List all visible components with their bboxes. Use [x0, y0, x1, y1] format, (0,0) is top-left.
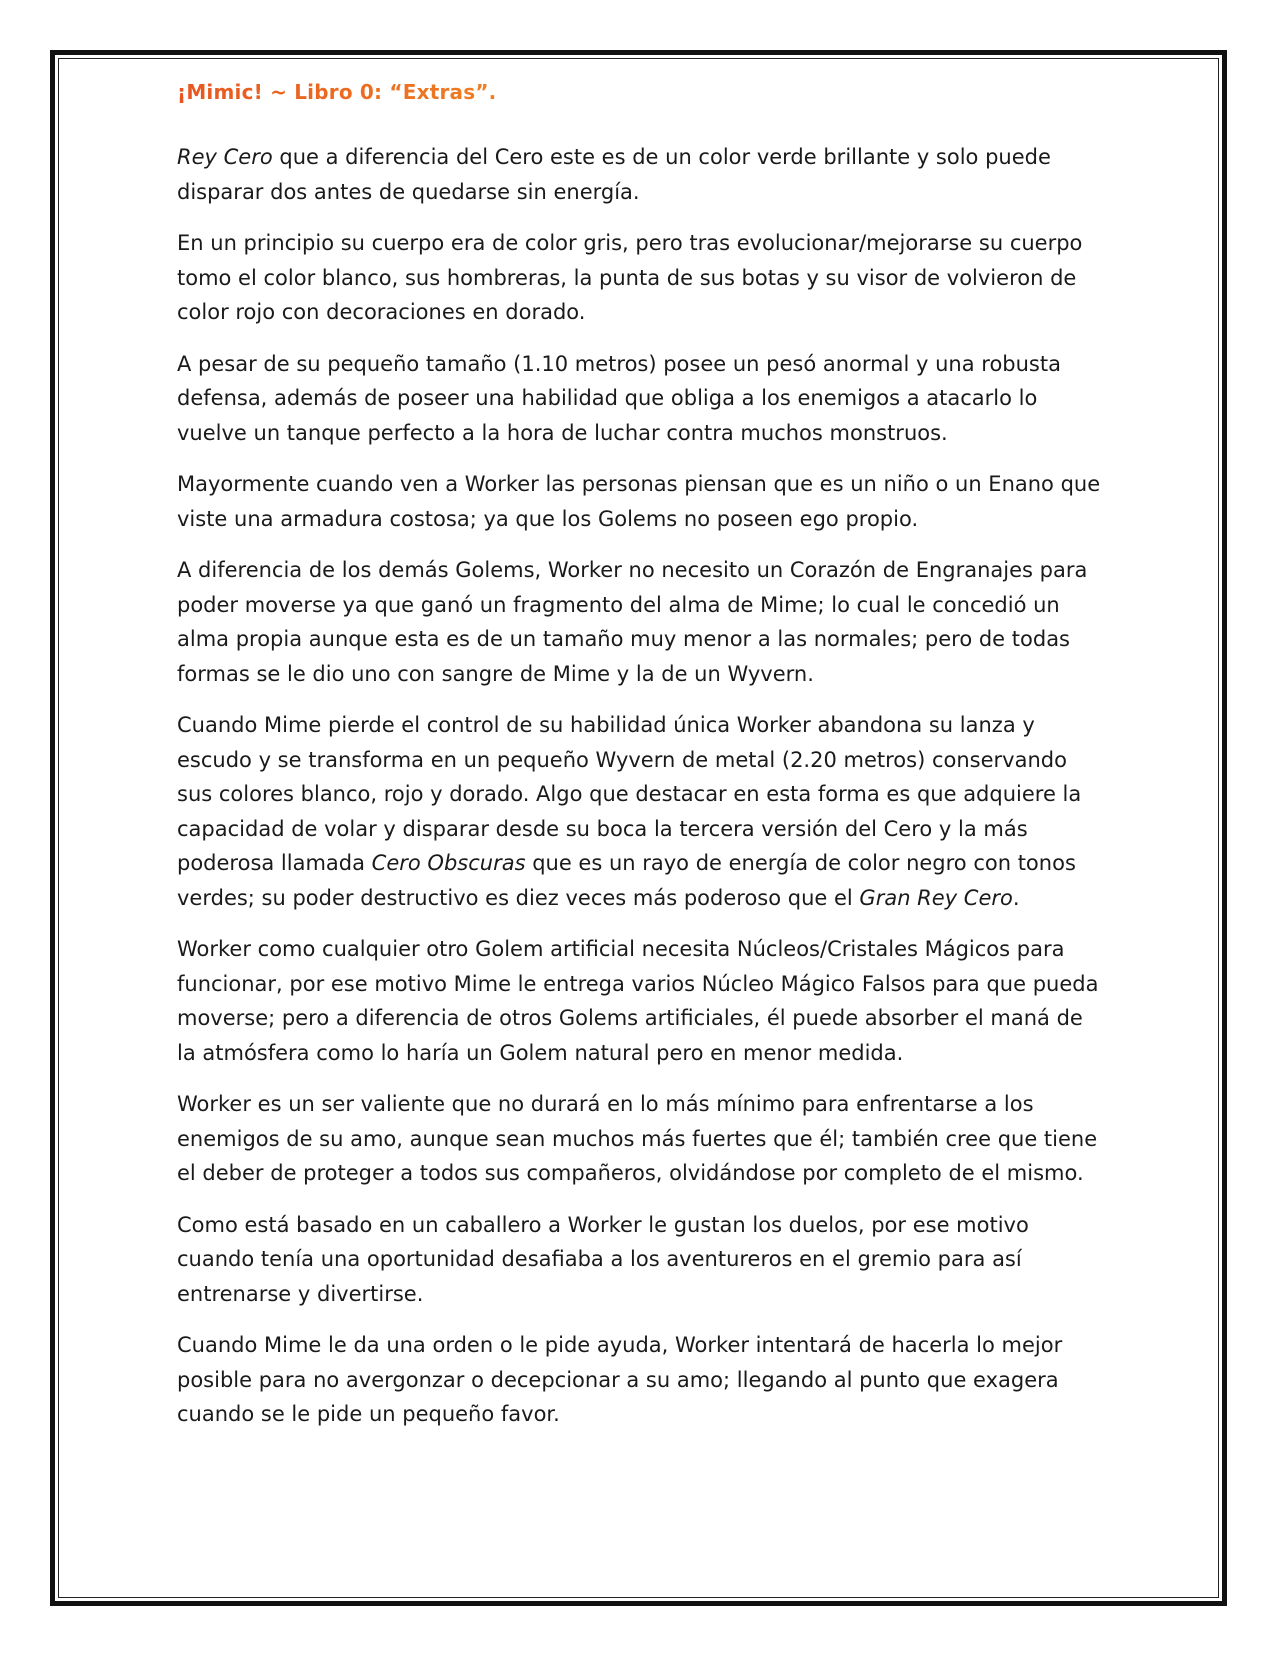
paragraph-cores: Worker como cualquier otro Golem artificial necesita Núcleos/Cristales Mágicos para funcionar, por ese motivo Mime le entrega varios Núcleo Mágico Falsos para que pueda moverse; pero a diferencia de otros Golems artificiales, él puede absorber el maná de la atmósfera como lo haría un Golem natural pero en menor medida. — [177, 937, 1099, 1065]
paragraph-orders: Cuando Mime le da una orden o le pide ayuda, Worker intentará de hacerla lo mejor posible para no avergonzar o decepcionar a su amo; llegando al punto que exagera cuando se le pide un pequeño favor. — [177, 1333, 1063, 1426]
paragraph-text: que es un rayo de energía de color negro con tonos verdes; su poder destructivo es diez veces más poderoso que el — [177, 851, 1076, 910]
paragraph-brave: Worker es un ser valiente que no durará en lo más mínimo para enfrentarse a los enemigos de su amo, aunque sean muchos más fuertes que él; también cree que tiene el deber de proteger a todos sus compañeros, olvidándose por completo de el mismo. — [177, 1092, 1098, 1185]
term-gran-rey-cero: Gran Rey Cero — [859, 885, 1013, 910]
paragraph-appearance: Mayormente cuando ven a Worker las personas piensan que es un niño o un Enano que viste una armadura costosa; ya que los Golems no poseen ego propio. — [177, 472, 1101, 531]
term-rey-cero: Rey Cero — [177, 145, 273, 169]
paragraph-duels: Como está basado en un caballero a Worker le gustan los duelos, por ese motivo cuando tenía una oportunidad desafiaba a los aventureros en el gremio para así entrenarse y divertirse. — [177, 1212, 1029, 1306]
document-body — [177, 72, 1107, 1449]
paragraph-color: En un principio su cuerpo era de color gris, pero tras evolucionar/mejorarse su cuerpo tomo el color blanco, sus hombreras, la punta de sus botas y su visor de volvieron de color rojo con decoraciones en dorado. — [177, 231, 1083, 324]
paragraph-text: . — [1012, 885, 1020, 910]
paragraph-soul: A diferencia de los demás Golems, Worker no necesito un Corazón de Engranajes para poder moverse ya que ganó un fragmento del alma de Mime; lo cual le concedió un alma propia aunque esta es de un tamaño muy menor a las normales; pero de todas formas se le dio uno con sangre de Mime y la de un Wyvern. — [177, 558, 1088, 686]
paragraph-text: Cuando Mime pierde el control de su habilidad única Worker abandona su lanza y escudo y se transforma en un pequeño Wyvern de metal (2.20 metros) conservando sus colores blanco, rojo y dorado. Algo que destacar en esta forma es que adquiere la capacidad de volar y disparar desde su boca la tercera versión del Cero y la más poderosa llamada — [177, 713, 1082, 875]
term-cero-obscuras: Cero Obscuras — [371, 851, 526, 875]
paragraph-wyvern-form — [177, 708, 1107, 915]
document-heading: ¡Mimic! ~ Libro 0: “Extras”. — [177, 72, 1107, 112]
paragraph-rey-cero — [177, 140, 1107, 209]
paragraph-text: que a diferencia del Cero este es de un color verde brillante y solo puede disparar dos antes de quedarse sin energía. — [177, 145, 1051, 204]
paragraph-size: A pesar de su pequeño tamaño (1.10 metros) posee un pesó anormal y una robusta defensa, además de poseer una habilidad que obliga a los enemigos a atacarlo lo vuelve un tanque perfecto a la hora de luchar contra muchos monstruos. — [177, 351, 1061, 445]
